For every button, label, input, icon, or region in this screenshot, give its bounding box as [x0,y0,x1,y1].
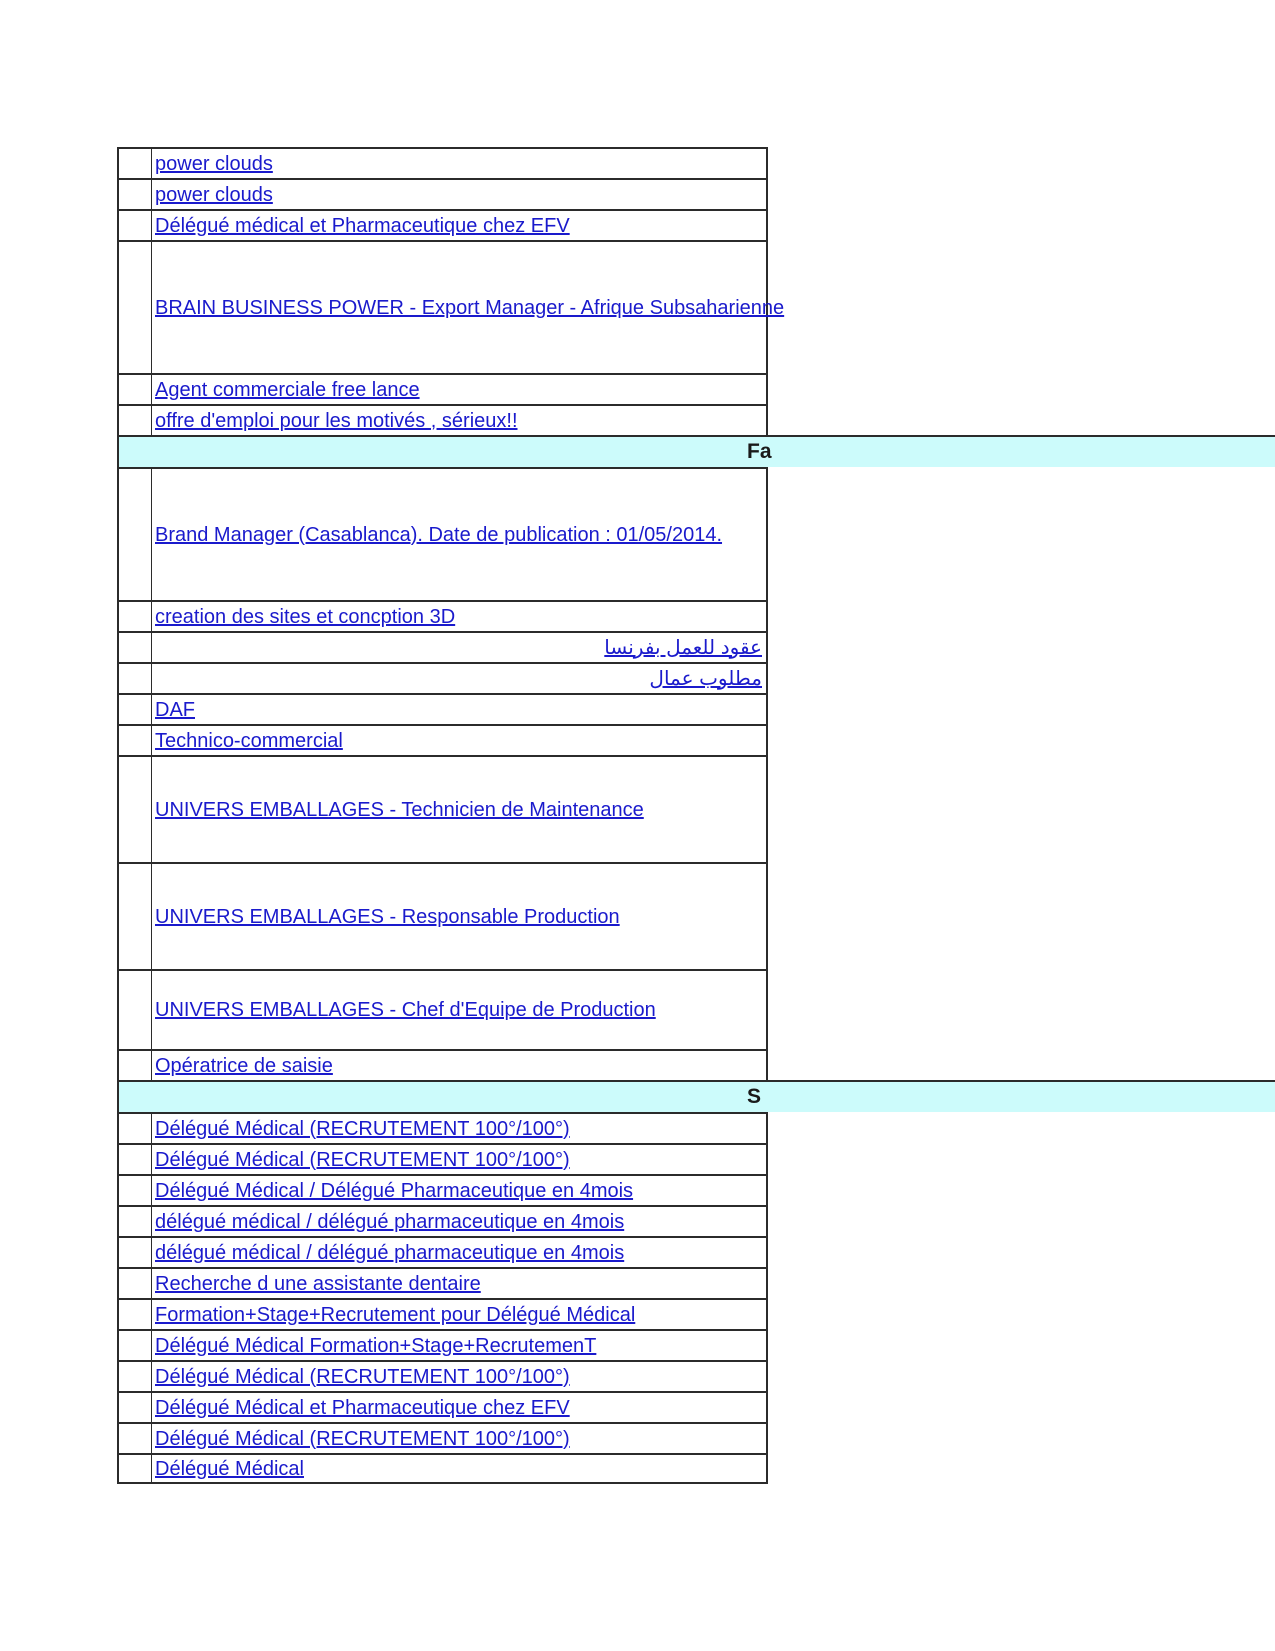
job-title-cell [151,1422,768,1453]
section-header-row [117,1080,1275,1112]
row-index-cell [117,240,151,373]
job-title-cell [151,147,768,178]
table-row [117,467,1275,600]
job-title-cell [151,467,768,600]
table-row [117,724,1275,755]
job-title-cell [151,1049,768,1080]
job-link[interactable]: Délégué Médical (RECRUTEMENT 100°/100°) [155,1427,570,1450]
row-index-cell [117,662,151,693]
table-row [117,1143,1275,1174]
table-row [117,1112,1275,1143]
table-row [117,1236,1275,1267]
job-title-cell [151,1267,768,1298]
job-link[interactable]: UNIVERS EMBALLAGES - Responsable Production [155,905,620,928]
table-row [117,1205,1275,1236]
job-title-cell [151,1453,768,1484]
job-link[interactable]: Délégué médical et Pharmaceutique chez EFV [155,214,570,237]
job-link[interactable]: مطلوب عمال [649,667,762,690]
job-title-cell [151,662,768,693]
job-title-cell [151,1360,768,1391]
section-header-label: Fa [747,440,772,463]
row-index-cell [117,755,151,862]
table-row [117,1267,1275,1298]
job-title-cell [151,969,768,1049]
row-index-cell [117,1143,151,1174]
table-row [117,404,1275,435]
table-row [117,631,1275,662]
table-row [117,1298,1275,1329]
job-title-cell [151,1329,768,1360]
job-title-cell [151,693,768,724]
spreadsheet-page [117,147,1275,1484]
section-header-cell [117,437,772,467]
job-title-cell [151,1236,768,1267]
section-header-cell [117,1082,768,1112]
job-link[interactable]: Agent commerciale free lance [155,378,420,401]
table-row [117,755,1275,862]
job-link[interactable]: Brand Manager (Casablanca). Date de publication : 01/05/2014. [155,523,723,546]
job-title-cell [151,178,768,209]
table-row [117,240,1275,373]
row-index-cell [117,1391,151,1422]
row-index-cell [117,1422,151,1453]
job-link[interactable]: UNIVERS EMBALLAGES - Technicien de Maintenance [155,798,644,821]
table-row [117,1360,1275,1391]
section-header-row [117,435,1275,467]
row-index-cell [117,724,151,755]
table-row [117,693,1275,724]
job-link[interactable]: Délégué Médical (RECRUTEMENT 100°/100°) [155,1365,570,1388]
row-index-cell [117,1298,151,1329]
job-title-cell [151,862,768,969]
section-header-label: S [747,1085,762,1108]
row-index-cell [117,862,151,969]
row-index-cell [117,404,151,435]
row-index-cell [117,693,151,724]
job-link[interactable]: creation des sites et concption 3D [155,605,456,628]
job-link[interactable]: Recherche d une assistante dentaire [155,1272,481,1295]
job-title-cell [151,373,768,404]
job-link[interactable]: عقود للعمل بفرنسا [604,636,762,659]
row-index-cell [117,373,151,404]
job-link[interactable]: Délégué Médical / Délégué Pharmaceutique en 4mois [155,1179,634,1202]
job-link[interactable]: Délégué Médical [155,1457,304,1480]
row-index-cell [117,1049,151,1080]
table-row [117,1453,1275,1484]
row-index-cell [117,1453,151,1484]
job-title-cell [151,755,768,862]
job-title-cell [151,1391,768,1422]
job-title-cell [151,240,785,373]
job-link[interactable]: power clouds [155,183,273,206]
job-link[interactable]: offre d'emploi pour les motivés , sérieux!! [155,409,518,432]
job-link[interactable]: Formation+Stage+Recrutement pour Délégué Médical [155,1303,636,1326]
row-index-cell [117,1329,151,1360]
table-row [117,862,1275,969]
job-link[interactable]: BRAIN BUSINESS POWER - Export Manager - Afrique Subsaharienne [155,296,785,319]
row-index-cell [117,209,151,240]
job-title-cell [151,1143,768,1174]
job-title-cell [151,1174,768,1205]
row-index-cell [117,467,151,600]
job-title-cell [151,631,768,662]
table-row [117,1422,1275,1453]
job-title-cell [151,1298,768,1329]
row-index-cell [117,1112,151,1143]
table-row [117,1329,1275,1360]
job-link[interactable]: délégué médical / délégué pharmaceutique en 4mois [155,1241,625,1264]
row-index-cell [117,631,151,662]
job-link[interactable]: Technico-commercial [155,729,343,752]
row-index-cell [117,1360,151,1391]
table-row [117,209,1275,240]
table-row [117,178,1275,209]
job-title-cell [151,209,768,240]
table-row [117,1174,1275,1205]
job-link[interactable]: Délégué Médical Formation+Stage+RecrutemenT [155,1334,597,1357]
job-title-cell [151,724,768,755]
job-link[interactable]: Opératrice de saisie [155,1054,333,1077]
job-link[interactable]: Délégué Médical (RECRUTEMENT 100°/100°) [155,1148,570,1171]
row-index-cell [117,1267,151,1298]
row-index-cell [117,1236,151,1267]
job-title-cell [151,1205,768,1236]
table-row [117,1049,1275,1080]
row-index-cell [117,147,151,178]
job-link[interactable]: Délégué Médical et Pharmaceutique chez EFV [155,1396,570,1419]
table-row [117,662,1275,693]
job-link[interactable]: Délégué Médical (RECRUTEMENT 100°/100°) [155,1117,570,1140]
row-index-cell [117,969,151,1049]
table-row [117,147,1275,178]
row-index-cell [117,1174,151,1205]
job-title-cell [151,600,768,631]
job-link[interactable]: DAF [155,698,195,721]
table-row [117,969,1275,1049]
job-title-cell [151,404,768,435]
table-row [117,1391,1275,1422]
row-index-cell [117,600,151,631]
job-link[interactable]: délégué médical / délégué pharmaceutique en 4mois [155,1210,625,1233]
job-link[interactable]: power clouds [155,152,273,175]
job-title-cell [151,1112,768,1143]
table-row [117,373,1275,404]
table-row [117,600,1275,631]
row-index-cell [117,1205,151,1236]
row-index-cell [117,178,151,209]
job-link[interactable]: UNIVERS EMBALLAGES - Chef d'Equipe de Production [155,999,656,1021]
